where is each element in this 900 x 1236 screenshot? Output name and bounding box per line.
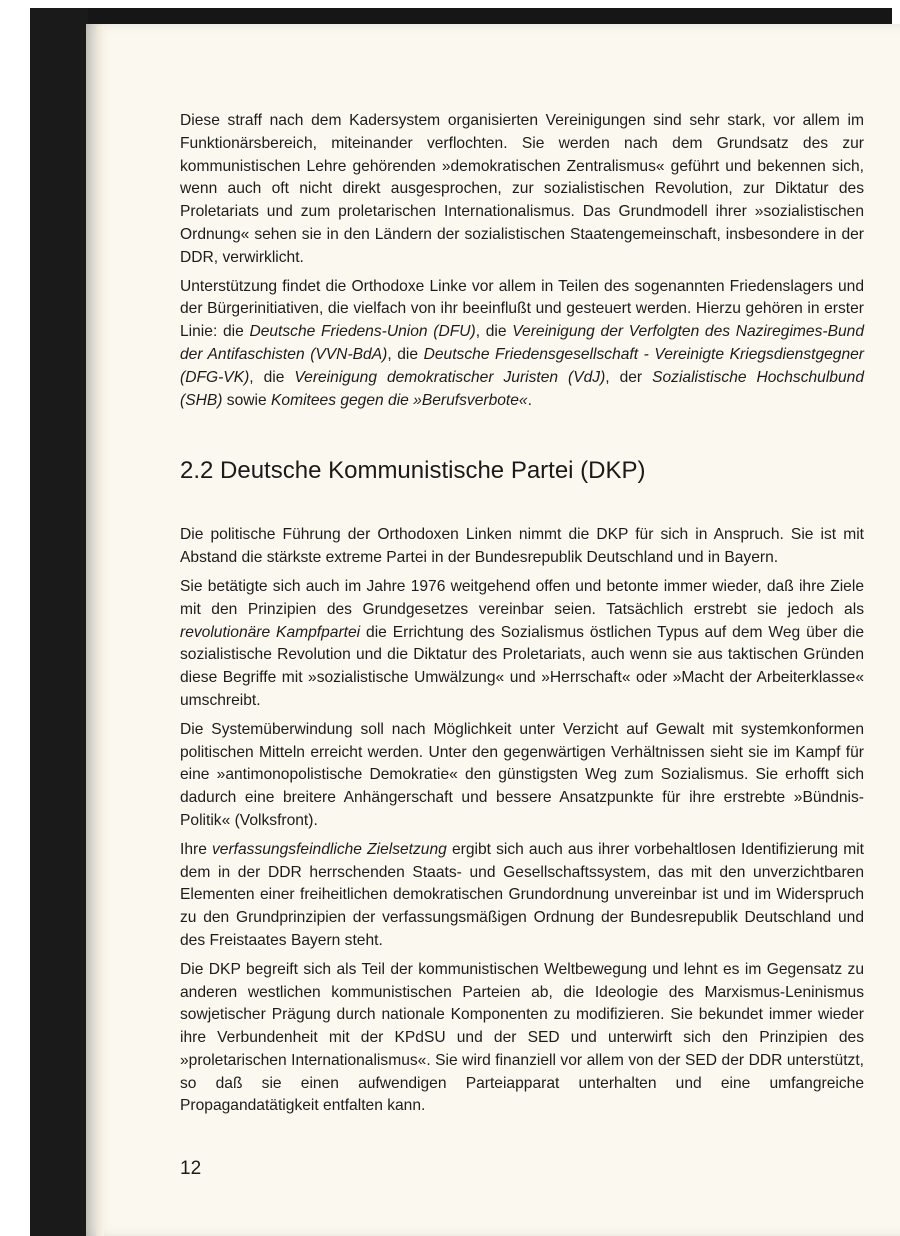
italic-text: Komitees gegen die »Berufsverbote« — [271, 391, 528, 409]
paragraph — [180, 524, 864, 570]
text-segment: Sie betätigte sich auch im Jahre 1976 weitgehend offen und betonte immer wieder, daß ihre Ziele mit den Prinzipien des Grundgesetzes vereinbar seien. Tatsächlich erstrebt sie jedoch als — [180, 577, 864, 618]
section-heading: 2.2 Deutsche Kommunistische Partei (DKP) — [180, 457, 646, 485]
text-segment: die Errichtung des Sozialismus östlichen Typus auf dem Weg über die sozialistische Revolution und die Diktatur des Proletariats, auch wenn sie aus taktischen Gründen diese Begriffe mit »sozialistische Umwälzung« und »Herrschaft« oder »Macht der Arbeiterklasse« umschreibt. — [180, 623, 864, 709]
text-segment: . — [527, 391, 532, 409]
section-paragraphs — [180, 524, 864, 1118]
page-content — [180, 110, 864, 1124]
text-segment: Die Systemüberwindung soll nach Möglichkeit unter Verzicht auf Gewalt mit systemkonformen politischen Mitteln erreicht werden. Unter den gegenwärtigen Verhältnissen sieht sie im Kampf für eine »antimonopolistische Demokratie« den günstigsten Weg zum Sozialismus. Sie erhofft sich dadurch eine breitere Anhängerschaft und bessere Ansatzpunkte für ihre erstrebte »Bündnis-Politik« (Volksfront). — [180, 720, 864, 829]
intro-paragraphs — [180, 110, 864, 412]
text-segment: , die — [249, 368, 295, 386]
paper-edge — [96, 26, 104, 1236]
text-segment: Ihre — [180, 840, 212, 858]
italic-text: revolutionäre Kampfpartei — [180, 623, 361, 641]
paragraph — [180, 959, 864, 1119]
paragraph — [180, 719, 864, 833]
text-segment: , der — [605, 368, 653, 386]
paragraph — [180, 276, 864, 413]
italic-text: Vereinigung demokratischer Juristen (VdJ) — [294, 368, 606, 386]
paragraph — [180, 839, 864, 953]
italic-text: Vereinigung der Verfolgten des Naziregimes-Bund der Antifaschisten (VVN-BdA) — [180, 323, 864, 363]
italic-text: verfassungsfeindliche Zielsetzung — [212, 840, 447, 858]
page-number: 12 — [180, 1158, 202, 1179]
paragraph — [180, 110, 864, 270]
text-segment: ergibt sich auch aus ihrer vorbehaltlosen Identifizierung mit dem in der DDR herrschenden Staats- und Gesellschaftssystem, das mit den unverzichtbaren Elementen einer freiheitlichen demokratischen Grundordnung unvereinbar ist und im Widerspruch zu den Grundprinzipien der verfassungsmäßigen Ordnung der Bundesrepublik Deutschland und des Freistaates Bayern steht. — [180, 840, 864, 949]
italic-text: Sozialistische Hochschulbund (SHB) — [180, 368, 864, 409]
text-segment: Die politische Führung der Orthodoxen Linken nimmt die DKP für sich in Anspruch. Sie ist mit Abstand die stärkste extreme Partei in der Bundesrepublik Deutschland und in Bayern. — [180, 526, 864, 567]
paragraph — [180, 576, 864, 713]
text-segment: sowie — [222, 391, 271, 409]
text-segment: , die — [475, 323, 513, 341]
text-segment: Die DKP begreift sich als Teil der kommunistischen Weltbewegung und lehnt es im Gegensatz zu anderen westlichen kommunistischen Parteien ab, die Ideologie des Marxismus-Leninismus sowjetischer Prägung durch nationale Komponenten zu modifizieren. Sie bekundet immer wieder ihre Verbundenheit mit der KPdSU und der SED und unterwirft sich den Prinzipien des »proletarischen Internationalismus«. Sie wird finanziell vor allem von der SED der DDR unterstützt, so daß sie einen aufwendigen Parteiapparat unterhalten und eine umfangreiche Propagandatätigkeit entfalten kann. — [180, 960, 864, 1115]
italic-text: Deutsche Friedensgesellschaft - Vereinigte Kriegsdienstgegner (DFG-VK) — [180, 345, 864, 386]
italic-text: Deutsche Friedens-Union (DFU) — [249, 323, 476, 341]
text-segment: , die — [387, 345, 424, 363]
text-segment: Diese straff nach dem Kadersystem organisierten Vereinigungen sind sehr stark, vor allem im Funktionärsbereich, miteinander verflochten. Sie werden nach dem Grundsatz des zur kommunistischen Lehre gehörenden »demokratischen Zentralismus« geführt und bekennen sich, wenn auch oft nicht direkt ausgesprochen, zur sozialistischen Revolution, zur Diktatur des Proletariats und zum proletarischen Internationalismus. Das Grundmodell ihrer »sozialistischen Ordnung« sehen sie in den Ländern der sozialistischen Staatengemeinschaft, insbesondere in der DDR, verwirklicht. — [180, 112, 864, 266]
text-segment: Unterstützung findet die Orthodoxe Linke vor allem in Teilen des sogenannten Friedenslagers und der Bürgerinitiativen, die vielfach von ihr beeinflußt und gesteuert werden. Hierzu gehören in erster Linie: die — [180, 277, 864, 341]
scan-border-left — [30, 8, 88, 1236]
